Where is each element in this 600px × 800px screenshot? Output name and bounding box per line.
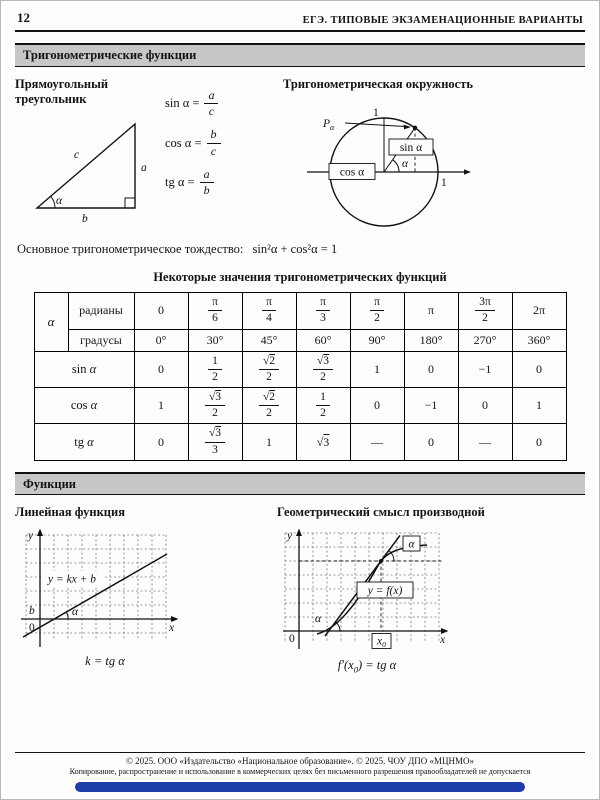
value-cell: 1 [350,351,404,387]
function-row-label: cos α [34,388,134,424]
value-cell: 1 [512,388,566,424]
value-cell: 1 [242,424,296,460]
identity-formula: sin²α + cos²α = 1 [252,242,338,257]
x-axis-label: x [169,622,175,634]
right-angle-mark [125,198,135,208]
y-axis-label: y [28,530,34,542]
value-cell: √3 [296,424,350,460]
value-cell: 0 [350,388,404,424]
value-cell: $\frac{1}{2}$ [188,351,242,387]
triangle-title: Прямоугольный треугольник [15,76,109,107]
radians-cell: 0 [134,293,188,329]
linear-function-graph [15,527,183,651]
triangle-label-b: b [82,212,88,225]
page-number: 12 [17,10,30,25]
value-cell: $\frac{√3}{3}$ [188,424,242,460]
right-triangle-block [15,77,165,239]
y-axis-arrow [37,529,43,537]
alpha-label: α [72,606,79,618]
value-cell: −1 [404,388,458,424]
derivative-caption: $f'(x_0)$ = tg α [337,658,397,675]
trig-circle-block [277,77,585,239]
intercept-b-label: b [29,605,35,617]
linear-function-title: Линейная функция [15,505,125,520]
sin-label: sin α [399,142,423,155]
trig-values-table [34,292,567,461]
one-right-label: 1 [441,177,447,190]
radians-cell: $\frac{\pi}{3}$ [296,293,350,329]
degrees-row-label: градусы [68,329,134,351]
point-pointer-line [345,123,405,127]
value-cell: $\frac{√2}{2}$ [242,388,296,424]
derivative-title: Геометрический смысл производной [277,505,485,520]
radians-cell: π [404,293,458,329]
value-cell: 0 [512,424,566,460]
degrees-cell: 0° [134,329,188,351]
linear-function-block [15,505,277,674]
rights-notice-line: Копирование, распространение и использование в коммерческих целях без письменного разрешения правообладателей не допускается [69,767,531,776]
linear-caption: k = tg α [85,654,125,668]
value-cell: −1 [458,351,512,387]
alpha-arc [51,196,55,208]
sin-formula-fraction: $\frac{a}{c}$ [204,89,218,120]
value-cell: $\frac{1}{2}$ [296,388,350,424]
table-corner-alpha: α [34,293,68,351]
alpha-top-label: α [408,538,415,551]
trig-circle-figure [287,96,482,238]
bottom-accent-bar [75,782,525,792]
value-cell: $\frac{√2}{2}$ [242,351,296,387]
tg-formula [165,168,277,199]
triangle-label-alpha: α [56,194,63,207]
alpha-label: α [402,158,409,171]
cos-label: cos α [339,166,365,179]
circle-title: Тригонометрическая окружность [283,76,473,91]
function-values-row [34,388,566,424]
degrees-cell: 360° [512,329,566,351]
section-bar-functions-label: Функции [23,476,76,491]
y-axis-arrow [296,529,302,537]
right-triangle-figure [29,114,161,228]
tg-formula-lhs: tg α = [165,175,195,190]
degrees-row [34,329,566,351]
trig-ratio-formulas [165,77,277,239]
degrees-cell: 90° [350,329,404,351]
x0-label: $x_0$ [377,635,386,649]
trigonometry-content-row [15,77,585,239]
linear-line [23,554,167,637]
section-bar-trigonometry [15,43,585,67]
value-cell: 1 [134,388,188,424]
radians-cell: $\frac{3\pi}{2}$ [458,293,512,329]
degrees-cell: 30° [188,329,242,351]
function-row-label: tg α [34,424,134,460]
triangle-label-a: a [141,161,147,174]
triangle-outline [37,124,135,208]
value-cell: 0 [512,351,566,387]
value-cell: — [458,424,512,460]
value-cell: $\frac{√3}{2}$ [296,351,350,387]
cos-formula [165,128,277,159]
origin-label: 0 [29,622,35,634]
copyright-line: © 2025. ООО «Издательство «Национальное образование». © 2025. ЧОУ ДПО «МЦНМО» [125,756,475,766]
function-values-row [34,424,566,460]
tangency-point [379,559,383,563]
origin-label: 0 [289,633,295,645]
value-cell: $\frac{√3}{2}$ [188,388,242,424]
point-p-alpha-label: $P_\alpha$ [323,118,335,133]
page-footer [15,752,585,792]
running-head-title: ЕГЭ. ТИПОВЫЕ ЭКЗАМЕНАЦИОННЫЕ ВАРИАНТЫ [302,15,583,26]
derivative-graph [277,527,455,655]
radians-cell: $\frac{\pi}{2}$ [350,293,404,329]
value-cell: 0 [134,424,188,460]
table-title: Некоторые значения тригонометрических функций [153,270,447,285]
horizontal-axis-arrow [464,170,471,175]
value-cell: 0 [458,388,512,424]
page-header [15,1,585,32]
degrees-cell: 60° [296,329,350,351]
derivative-block [277,505,585,674]
y-axis-label: y [287,530,293,542]
cos-formula-fraction: $\frac{b}{c}$ [207,128,221,159]
linear-equation-label: y = kx + b [47,573,97,586]
radians-cell: $\frac{\pi}{4}$ [242,293,296,329]
functions-content-row [15,505,585,674]
value-cell: 0 [404,424,458,460]
alpha-bottom-label: α [315,613,322,625]
radians-cell: $\frac{\pi}{6}$ [188,293,242,329]
tg-formula-fraction: $\frac{a}{b}$ [200,168,214,199]
degrees-cell: 180° [404,329,458,351]
sin-formula-lhs: sin α = [165,96,200,111]
cos-formula-lhs: cos α = [165,135,202,150]
radians-cell: 2π [512,293,566,329]
value-cell: 0 [134,351,188,387]
function-values-row [34,351,566,387]
degrees-cell: 270° [458,329,512,351]
triangle-label-c: c [74,148,80,161]
alpha-arc [66,612,68,619]
identity-line [15,242,585,257]
degrees-cell: 45° [242,329,296,351]
derivative-equation-label: y = f(x) [367,585,403,597]
value-cell: — [350,424,404,460]
section-bar-functions [15,472,585,496]
value-cell: 0 [404,351,458,387]
one-top-label: 1 [373,107,379,120]
x-axis-label: x [440,634,446,646]
radians-row [34,293,566,329]
alpha-arc [393,160,399,172]
section-bar-trigonometry-label: Тригонометрические функции [23,48,197,62]
identity-label: Основное тригонометрическое тождество: [17,242,244,257]
radians-row-label: радианы [68,293,134,329]
sin-formula [165,89,277,120]
function-row-label: sin α [34,351,134,387]
footer-divider [15,752,585,753]
